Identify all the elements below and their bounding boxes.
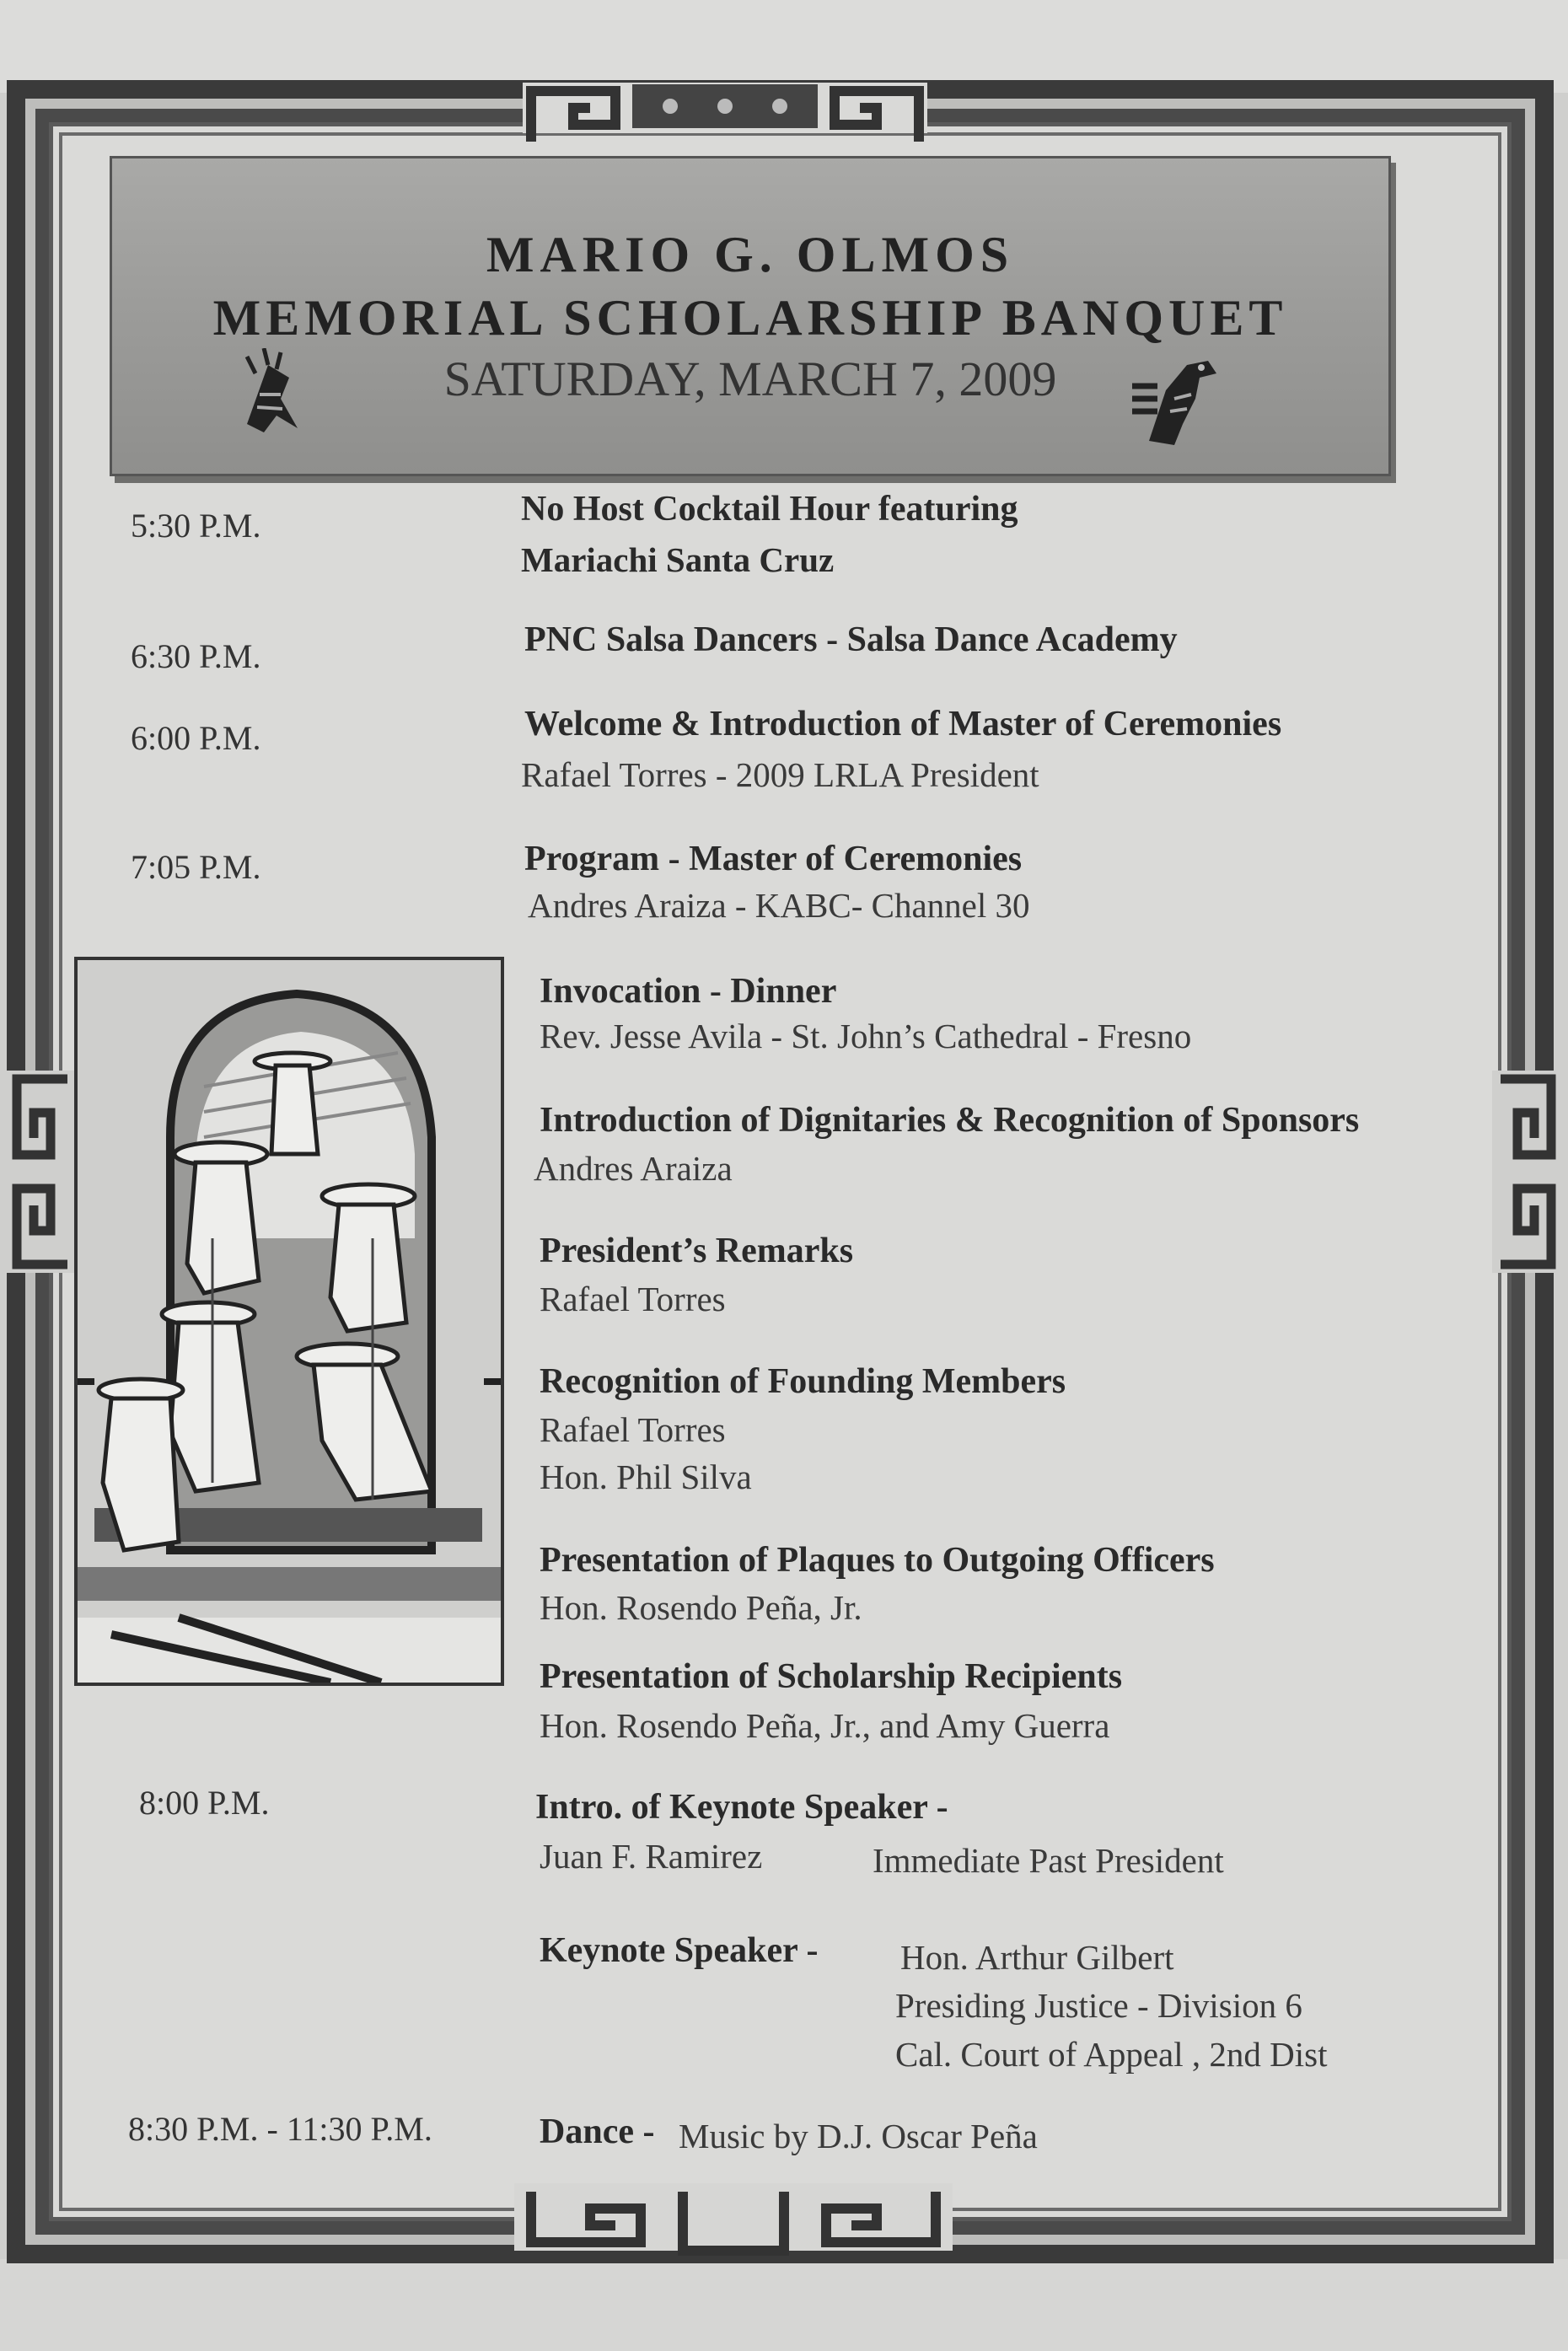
border-fret-ornament-right <box>1492 1071 1568 1273</box>
schedule-title: Program - Master of Ceremonies <box>524 840 1023 878</box>
schedule-title: Dance - <box>540 2112 655 2151</box>
schedule-title: Intro. of Keynote Speaker - <box>535 1788 948 1827</box>
schedule-title: Invocation - Dinner <box>540 972 837 1011</box>
woodcut-illustration <box>74 957 504 1686</box>
schedule-time: 8:30 P.M. - 11:30 P.M. <box>128 2110 432 2148</box>
header-title-line1: MARIO G. OLMOS <box>486 227 1015 282</box>
warrior-emblem-icon <box>230 348 306 441</box>
schedule-detail: Rafael Torres <box>540 1280 726 1318</box>
schedule-time: 6:00 P.M. <box>131 719 261 757</box>
schedule-detail: Hon. Phil Silva <box>540 1457 752 1496</box>
schedule-detail: Presiding Justice - Division 6 <box>895 1986 1302 2025</box>
schedule-title: PNC Salsa Dancers - Salsa Dance Academy <box>524 620 1178 659</box>
schedule-time: 6:30 P.M. <box>131 637 261 675</box>
schedule-title: President’s Remarks <box>540 1232 854 1270</box>
schedule-title: Keynote Speaker - <box>540 1931 819 1970</box>
schedule-detail: Andres Araiza - KABC- Channel 30 <box>528 886 1030 925</box>
schedule-detail: Rev. Jesse Avila - St. John’s Cathedral - Fresno <box>540 1017 1192 1055</box>
banquet-header <box>110 156 1391 476</box>
schedule-time: 5:30 P.M. <box>131 507 261 545</box>
schedule-detail: Mariachi Santa Cruz <box>521 540 835 579</box>
schedule-detail: Hon. Rosendo Peña, Jr. <box>540 1588 862 1627</box>
border-fret-ornament-top <box>523 66 927 163</box>
schedule-title: No Host Cocktail Hour featuring <box>521 490 1018 529</box>
schedule-detail: Andres Araiza <box>534 1149 733 1188</box>
schedule-title: Recognition of Founding Members <box>540 1362 1066 1401</box>
schedule-title: Presentation of Scholarship Recipients <box>540 1657 1123 1696</box>
schedule-detail: Immediate Past President <box>873 1841 1224 1880</box>
schedule-detail: Rafael Torres <box>540 1410 726 1449</box>
schedule-title: Introduction of Dignitaries & Recognition of Sponsors <box>540 1101 1360 1140</box>
schedule-detail: Juan F. Ramirez <box>540 1837 763 1876</box>
schedule-detail: Cal. Court of Appeal , 2nd Dist <box>895 2035 1328 2074</box>
schedule-time: 8:00 P.M. <box>139 1784 270 1822</box>
header-title-line2: MEMORIAL SCHOLARSHIP BANQUET <box>212 290 1288 346</box>
schedule-time: 7:05 P.M. <box>131 848 261 886</box>
schedule-title: Presentation of Plaques to Outgoing Officers <box>540 1541 1215 1580</box>
schedule-detail: Hon. Rosendo Peña, Jr., and Amy Guerra <box>540 1706 1110 1745</box>
header-date: SATURDAY, MARCH 7, 2009 <box>443 352 1057 406</box>
page-background-bottom <box>0 2259 1568 2351</box>
bird-emblem-icon <box>1124 340 1225 449</box>
schedule-detail: Music by D.J. Oscar Peña <box>679 2117 1038 2155</box>
border-fret-ornament-left <box>0 1071 76 1273</box>
schedule-title: Welcome & Introduction of Master of Ceremonies <box>524 705 1282 743</box>
border-fret-ornament-bottom <box>514 2175 953 2268</box>
schedule-detail: Rafael Torres - 2009 LRLA President <box>521 755 1039 794</box>
schedule-detail: Hon. Arthur Gilbert <box>900 1938 1174 1977</box>
